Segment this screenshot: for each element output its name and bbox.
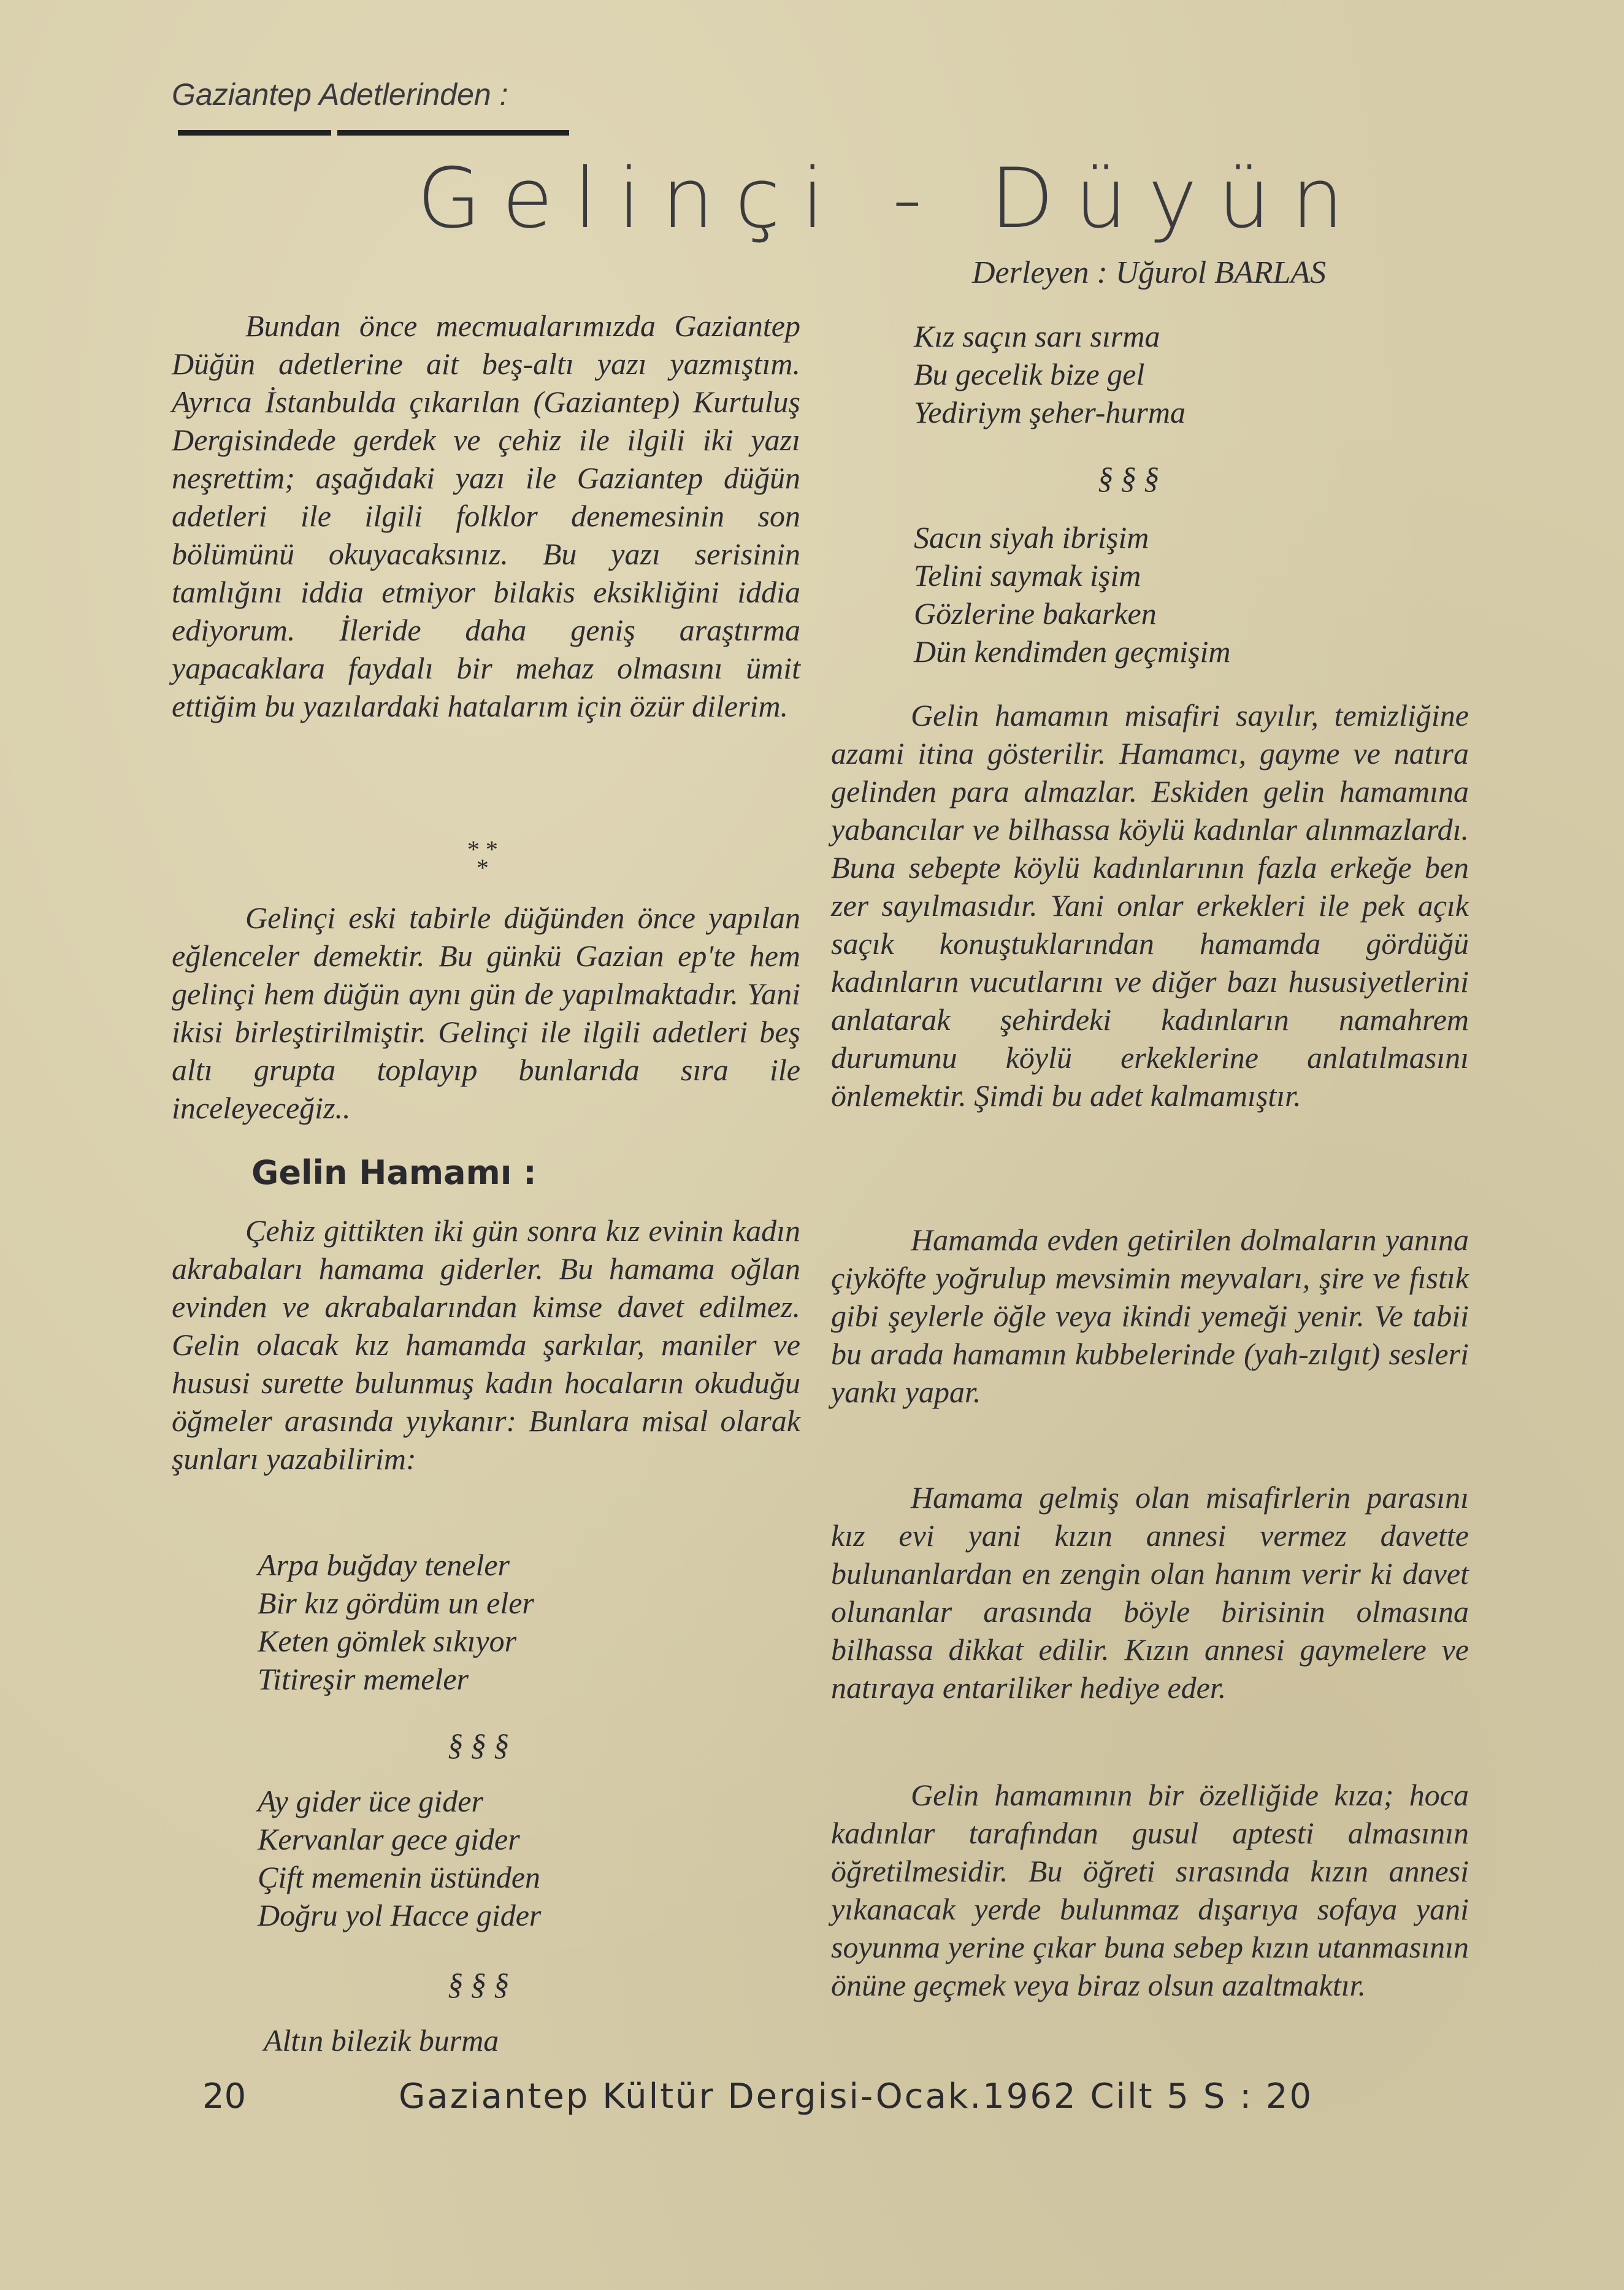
poem-line: Titireşir memeler <box>258 1662 469 1696</box>
poem-stanza <box>264 2021 499 2059</box>
series-title: Gaziantep Adetlerinden : <box>172 77 508 112</box>
poem-line: Telini saymak işim <box>914 558 1141 593</box>
intro-paragraph <box>172 307 800 725</box>
section-divider: § § § <box>448 1727 509 1762</box>
gelinci-paragraph <box>172 899 800 1127</box>
gusul-paragraph <box>831 1776 1469 2004</box>
poem-line: Çift memenin üstünden <box>258 1860 541 1894</box>
poem-line: Doğru yol Hacce gider <box>258 1898 542 1932</box>
poem-line: Yediriym şeher-hurma <box>914 395 1185 429</box>
poem-stanza <box>258 1782 541 1934</box>
hamam-paragraph <box>172 1212 800 1478</box>
poem-line: Kız saçın sarı sırma <box>914 319 1160 353</box>
poem-line: Sacın siyah ibrişim <box>914 520 1149 555</box>
paragraph-text: Gelin hamamının bir özelliğide kıza; hoca kadınlar tarafından gusul aptesti almasının öğretilmesidir. Bu öğreti sırasında kızın annesi yıkanacak yerde bulunmaz dışarıya sofaya yani soyunma yerine çıkar buna sebep kızın utanmasının önüne geçmek veya biraz olsun azaltmaktır. <box>831 1778 1469 2002</box>
poem-stanza <box>914 317 1185 431</box>
journal-footer: Gaziantep Kültür Dergisi-Ocak.1962 Cilt 5 S : 20 <box>399 2077 1314 2116</box>
poem-line: Ay gider üce gider <box>258 1784 483 1818</box>
poem-line: Dün kendimden geçmişim <box>914 634 1231 669</box>
poem-line: Kervanlar gece gider <box>258 1822 520 1856</box>
poem-stanza <box>914 518 1231 670</box>
poem-stanza <box>258 1546 534 1698</box>
section-divider: § § § <box>1098 461 1159 495</box>
poem-line: Altın bilezik burma <box>264 2023 499 2058</box>
poem-line: Arpa buğday teneler <box>258 1548 510 1582</box>
poem-line: Bir kız gördüm un eler <box>258 1586 534 1620</box>
paragraph-text: Çehiz gittikten iki gün sonra kız evinin kadın akrabaları hamama giderler. Bu hamama oğlan evinden ve akrabalarından kimse davet edilmez. Gelin olacak kız hamamda şarkılar, maniler ve hususi surette bulunmuş kadın hocaların okuduğu öğmeler arasında yıykanır: Bunlara misal olarak şunları yazabilirim: <box>172 1213 800 1476</box>
header-rule <box>337 130 569 136</box>
paragraph-text: Hamamda evden getirilen dolmaların yanına çiyköfte yoğrulup mevsimin meyvaları, şire ve fıstık gibi şeylerle öğle veya ikindi yemeği yenir. Ve tabii bu arada hamamın kubbelerinde (yah-zılgıt) sesleri yankı yapar. <box>831 1223 1469 1409</box>
compiler-byline: Derleyen : Uğurol BARLAS <box>972 255 1327 290</box>
paragraph-text: Hamama gelmiş olan misafirlerin parasını kız evi yani kızın annesi vermez davette bulunanlardan en zengin olan hanım verir ki davet olunanlar arasında böyle birisinin olmasına bilhassa dikkat edilir. Kızın annesi gaymelere ve natıraya entariliker hediye eder. <box>831 1480 1469 1705</box>
section-heading: Gelin Hamamı : <box>251 1153 537 1192</box>
guest-paragraph <box>831 696 1469 1115</box>
page-number: 20 <box>202 2077 247 2116</box>
header-rule <box>178 130 331 136</box>
section-stars: * * * <box>466 836 497 882</box>
poem-line: Bu gecelik bize gel <box>914 357 1145 391</box>
paragraph-text: Gelinçi eski tabirle düğünden önce yapılan eğlenceler demektir. Bu günkü Gazian ep'te hem gelinçi hem düğün aynı gün de yapılmaktadır. Yani ikisi birleştirilmiştir. Gelinçi ile ilgili adetleri beş altı grupta toplayıp bunlarıda sıra ile inceleyeceğiz.. <box>172 901 800 1125</box>
poem-line: Gözlerine bakarken <box>914 596 1157 631</box>
article-title: Gelinçi - Düyün <box>417 150 1365 247</box>
paragraph-text: Bundan önce mecmualarımızda Gaziantep Düğün adetlerine ait beş-altı yazı yazmıştım. Ayrıca İstanbulda çıkarılan (Gaziantep) Kurtuluş Dergisindede gerdek ve çehiz ile ilgili iki yazı neşrettim; aşağıdaki yazı ile Gaziantep düğün adetleri ile ilgili folklor denemesinin son bölümünü okuyacaksınız. Bu yazı serisinin tamlığını iddia etmiyor bilakis eksikliğini iddia ediyorum. İleride daha geniş araştırma yapacaklara faydalı bir mehaz olmasını ümit ettiğim bu yazılardaki hatalarım için özür dilerim. <box>172 309 800 723</box>
section-divider: § § § <box>448 1967 509 2001</box>
payment-paragraph <box>831 1478 1469 1707</box>
paragraph-text: Gelin hamamın misafiri sayılır, temizliğine azami itina gösterilir. Hamamcı, gayme ve natıra gelinden para almazlar. Eskiden gelin hamamına yabancılar ve bilhassa köylü kadınlar alınmazlardı. Buna sebepte köylü kadınlarının fazla erkeğe ben zer sayılmasıdır. Yani onlar erkekleri ile pek açık saçık konuştuklarından hamamda gördüğü kadınların vucutlarını ve diğer bazı hususiyetlerini anlatarak şehirdeki kadınların namahrem durumunu köylü erkeklerine anlatılmasını önlemektir. Şimdi bu adet kalmamıştır. <box>831 698 1469 1113</box>
food-paragraph <box>831 1221 1469 1411</box>
poem-line: Keten gömlek sıkıyor <box>258 1624 517 1658</box>
